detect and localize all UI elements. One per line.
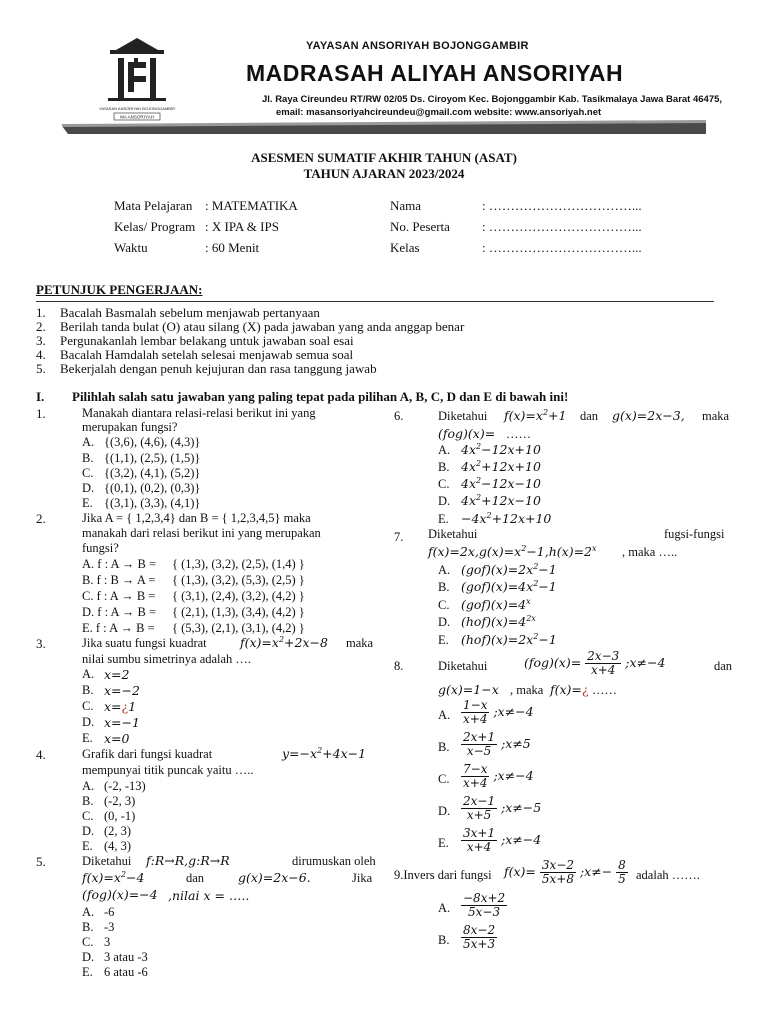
instruction-number: 4. bbox=[36, 347, 46, 362]
question-text: merupakan fungsi? bbox=[82, 420, 178, 434]
option-text-tail: 1 bbox=[128, 699, 137, 714]
function-expression: f(x)= $\frac{3x-2}{5x+8}$ ;x≠− $\frac{8}{5}$ bbox=[504, 858, 626, 887]
question-text: 9.Invers dari fungsi bbox=[394, 868, 492, 882]
foundation-name: YAYASAN ANSORIYAH BOJONGGAMBIR bbox=[306, 40, 529, 52]
option-label[interactable]: B. bbox=[438, 740, 450, 754]
option-text: (-2, 3) bbox=[104, 794, 136, 808]
question-text: fugsi-fungsi bbox=[664, 527, 725, 541]
option-text: 3 bbox=[104, 935, 111, 949]
subject-label: Mata Pelajaran bbox=[114, 198, 193, 213]
option-label[interactable]: C. bbox=[438, 772, 450, 786]
option-text: $(gof)(x)=4x^2-1$ bbox=[461, 579, 557, 595]
option-label[interactable]: C. bbox=[82, 935, 94, 949]
question-text: Diketahui bbox=[438, 409, 488, 423]
option-text: (4, 3) bbox=[104, 839, 132, 853]
function-expression: $f(x)=2x,g(x)=x^2-1,h(x)=2^x$ bbox=[428, 544, 597, 560]
question-text: ,nilai x = ….. bbox=[168, 888, 250, 903]
function-expression: (fog)(x)=−4 bbox=[82, 887, 158, 902]
class-label: Kelas/ Program bbox=[114, 219, 196, 234]
option-label[interactable]: A. bbox=[438, 708, 451, 722]
option-text: $\frac{2x+1}{x-5}$ ;x≠5 bbox=[463, 730, 531, 759]
option-label[interactable]: C. bbox=[82, 466, 94, 480]
option-label[interactable]: C. bbox=[82, 699, 94, 713]
option-text: 3 atau -3 bbox=[104, 950, 148, 964]
name-field[interactable]: : ……………………………... bbox=[482, 198, 642, 213]
question-text: dan bbox=[714, 659, 733, 673]
question-text: Diketahui bbox=[428, 527, 478, 541]
option-label[interactable]: E. bbox=[82, 839, 93, 853]
school-contact: email: masansoriyahcireundeu@gmail.com website: www.ansoriyah.net bbox=[276, 107, 602, 118]
option-label[interactable]: C. bbox=[438, 477, 450, 491]
question-text: Jika suatu fungsi kuadrat bbox=[82, 636, 207, 650]
subject-value: : MATEMATIKA bbox=[205, 198, 298, 213]
class-value: : X IPA & IPS bbox=[205, 219, 279, 234]
option-text: -6 bbox=[104, 905, 115, 919]
instruction-number: 2. bbox=[36, 319, 46, 334]
option-text: (2, 3) bbox=[104, 824, 132, 838]
instruction-number: 5. bbox=[36, 361, 46, 376]
option-text: {(0,1), (0,2), (0,3)} bbox=[104, 481, 201, 495]
option-label[interactable]: D. bbox=[438, 615, 451, 629]
option-label[interactable]: E. bbox=[82, 731, 93, 745]
option-text: $\frac{7-x}{x+4}$ ;x≠−4 bbox=[463, 762, 534, 791]
option-text: x=0 bbox=[104, 731, 130, 746]
option-text: $4x^2+12x-10$ bbox=[461, 493, 541, 509]
option-text: $\frac{3x+1}{x+4}$ ;x≠−4 bbox=[463, 826, 542, 855]
option-label[interactable]: E. bbox=[438, 633, 449, 647]
option-text bbox=[104, 699, 136, 714]
school-logo bbox=[96, 30, 178, 122]
question-text: , maka ….. bbox=[622, 545, 678, 559]
instruction-item: Berilah tanda bulat (O) atau silang (X) pada jawaban yang anda anggap benar bbox=[60, 319, 465, 334]
option-text: {(3,2), (4,1), (5,2)} bbox=[104, 466, 201, 480]
option-text: { (3,1), (2,4), (3,2), (4,2) } bbox=[172, 589, 305, 603]
instructions-heading: PETUNJUK PENGERJAAN: bbox=[36, 282, 203, 297]
option-label[interactable]: B. bbox=[82, 794, 94, 808]
option-label[interactable]: A. bbox=[82, 667, 95, 681]
option-label[interactable]: B. bbox=[438, 460, 450, 474]
question-text: Diketahui bbox=[82, 854, 132, 868]
question-text: adalah ……. bbox=[636, 868, 700, 882]
option-text: $\frac{8x-2}{5x+3}$ bbox=[463, 923, 496, 952]
question-text: dan bbox=[580, 409, 599, 423]
question-text: Diketahui bbox=[438, 659, 488, 673]
exam-title: ASESMEN SUMATIF AKHIR TAHUN (ASAT) bbox=[251, 150, 517, 165]
option-label[interactable]: A. bbox=[82, 905, 95, 919]
function-expression: (fog)(x)= bbox=[438, 426, 496, 441]
option-label[interactable]: D. bbox=[438, 494, 451, 508]
option-text: $4x^2+12x+10$ bbox=[461, 459, 541, 475]
option-label[interactable]: A. bbox=[82, 779, 95, 793]
time-value: : 60 Menit bbox=[205, 240, 260, 255]
option-text: x=−2 bbox=[104, 683, 140, 698]
option-label[interactable]: E. f : A → B = bbox=[82, 621, 155, 635]
header-divider-bar bbox=[62, 120, 706, 134]
question-text: nilai sumbu simetrinya adalah …. bbox=[82, 652, 252, 666]
option-text: {(3,1), (3,3), (4,1)} bbox=[104, 496, 201, 510]
instruction-item: Bekerjalah dengan penuh kejujuran dan rasa tanggung jawab bbox=[60, 361, 377, 376]
section-instruction: Pilihlah salah satu jawaban yang paling tepat pada pilihan A, B, C, D dan E di bawah ini! bbox=[72, 389, 569, 404]
option-label[interactable]: E. bbox=[82, 965, 93, 979]
question-number: 3. bbox=[36, 636, 46, 651]
function-expression: $f(x)=x^2+2x-8$ bbox=[240, 635, 328, 651]
option-label[interactable]: A. bbox=[438, 443, 451, 457]
option-label[interactable]: E. bbox=[82, 496, 93, 510]
option-label[interactable]: B. bbox=[438, 580, 450, 594]
option-label[interactable]: D. bbox=[82, 715, 95, 729]
option-text: $-4x^2+12x+10$ bbox=[461, 511, 552, 527]
option-text: (0, -1) bbox=[104, 809, 136, 823]
option-label[interactable]: C. bbox=[438, 598, 450, 612]
option-label[interactable]: D. bbox=[82, 481, 95, 495]
school-address: Jl. Raya Cireundeu RT/RW 02/05 Ds. Ciroyom Kec. Bojonggambir Kab. Tasikmalaya Jawa Barat 46475, bbox=[262, 94, 723, 105]
function-expression: f(x)=¿ bbox=[550, 682, 589, 697]
option-text: $\frac{-8x+2}{5x-3}$ bbox=[463, 891, 506, 920]
option-text: $(hof)(x)=2x^2-1$ bbox=[461, 632, 557, 648]
option-label[interactable]: B. bbox=[82, 451, 94, 465]
option-text: $(gof)(x)=4^x$ bbox=[461, 597, 531, 613]
question-text: dirumuskan oleh bbox=[292, 854, 376, 868]
option-label[interactable]: D. bbox=[438, 804, 451, 818]
option-label[interactable]: B. f : B → A = bbox=[82, 573, 156, 587]
option-label[interactable]: C. bbox=[82, 809, 94, 823]
option-text-symbol: ¿ bbox=[121, 699, 129, 714]
option-label[interactable]: E. bbox=[438, 836, 449, 850]
function-expression: g(x)=1−x bbox=[438, 682, 499, 697]
name-label: Nama bbox=[390, 198, 422, 213]
function-expression: f:R→R,g:R→R bbox=[146, 853, 230, 868]
question-text: …… bbox=[592, 683, 617, 697]
time-label: Waktu bbox=[114, 240, 148, 255]
option-label[interactable]: A. bbox=[82, 435, 95, 449]
question-number: 6. bbox=[394, 409, 404, 423]
function-expression: g(x)=2x−6. bbox=[238, 870, 311, 885]
option-text: (-2, -13) bbox=[104, 779, 146, 793]
option-label[interactable]: B. bbox=[82, 683, 94, 697]
option-text: $(hof)(x)=4^{2x}$ bbox=[461, 614, 536, 630]
question-number: 1. bbox=[36, 406, 46, 421]
question-text: maka bbox=[346, 636, 374, 650]
function-expression: (fog)(x)= $\frac{2x-3}{x+4}$ ;x≠−4 bbox=[524, 649, 666, 678]
option-text: x=−1 bbox=[104, 715, 140, 730]
option-label[interactable]: E. bbox=[438, 512, 449, 526]
option-label[interactable]: A. bbox=[438, 563, 451, 577]
participant-number-field[interactable]: : ……………………………... bbox=[482, 219, 642, 234]
option-text: $(gof)(x)=2x^2-1$ bbox=[461, 562, 557, 578]
logo-caption-1: YAYASAN ANSORIYAH BOJONGGAMBIR bbox=[99, 106, 175, 111]
question-text: …… bbox=[506, 427, 531, 441]
instruction-item: Bacalah Hamdalah setelah selesai menjawab semua soal bbox=[60, 347, 354, 362]
exam-year: TAHUN AJARAN 2023/2024 bbox=[303, 166, 465, 181]
option-label[interactable]: A. bbox=[438, 901, 451, 915]
question-number: 5. bbox=[36, 854, 46, 869]
option-text-main: x= bbox=[104, 699, 122, 714]
instruction-item: Bacalah Basmalah sebelum menjawab pertanyaan bbox=[60, 305, 320, 320]
question-text: manakah dari relasi berikut ini yang merupakan bbox=[82, 526, 321, 540]
logo-caption-2: MA ANSORIYAH bbox=[120, 114, 154, 120]
question-text: Manakah diantara relasi-relasi berikut ini yang bbox=[82, 406, 316, 420]
option-text: 6 atau -6 bbox=[104, 965, 148, 979]
function-expression: $f(x)=x^2-4$ bbox=[82, 870, 145, 886]
option-label[interactable]: D. bbox=[82, 950, 95, 964]
option-text: $\frac{2x-1}{x+5}$ ;x≠−5 bbox=[463, 794, 542, 823]
function-expression: $f(x)=x^2+1$ bbox=[504, 408, 567, 424]
question-text: Grafik dari fungsi kuadrat bbox=[82, 747, 213, 761]
function-expression: g(x)=2x−3, bbox=[612, 408, 685, 423]
kelas-label: Kelas bbox=[390, 240, 420, 255]
option-label[interactable]: A. f : A → B = bbox=[82, 557, 157, 571]
option-text: {(1,1), (2,5), (1,5)} bbox=[104, 451, 201, 465]
section-number: I. bbox=[36, 389, 45, 404]
option-label[interactable]: B. bbox=[438, 933, 450, 947]
instruction-item: Pergunakanlah lembar belakang untuk jawaban soal esai bbox=[60, 333, 354, 348]
option-text: $\frac{1-x}{x+4}$ ;x≠−4 bbox=[463, 698, 534, 727]
question-text: Jika bbox=[352, 871, 373, 885]
instruction-number: 1. bbox=[36, 305, 46, 320]
option-text: { (1,3), (3,2), (2,5), (1,4) } bbox=[172, 557, 305, 571]
option-text: { (1,3), (3,2), (5,3), (2,5) } bbox=[172, 573, 305, 587]
option-text: $4x^2-12x+10$ bbox=[461, 442, 541, 458]
option-text: { (5,3), (2,1), (3,1), (4,2) } bbox=[172, 621, 305, 635]
option-label[interactable]: B. bbox=[82, 920, 94, 934]
option-label[interactable]: D. f : A → B = bbox=[82, 605, 157, 619]
question-number: 8. bbox=[394, 659, 404, 673]
question-number: 4. bbox=[36, 747, 46, 762]
instructions-divider bbox=[36, 301, 714, 302]
option-text: $4x^2-12x-10$ bbox=[461, 476, 541, 492]
question-text: , maka bbox=[510, 683, 544, 697]
question-text: dan bbox=[186, 871, 205, 885]
kelas-field[interactable]: : ……………………………... bbox=[482, 240, 642, 255]
instruction-number: 3. bbox=[36, 333, 46, 348]
option-text: x=2 bbox=[104, 667, 130, 682]
school-name: MADRASAH ALIYAH ANSORIYAH bbox=[246, 60, 624, 86]
option-text: {(3,6), (4,6), (4,3)} bbox=[104, 435, 201, 449]
function-expression: $y=-x^2+4x-1$ bbox=[282, 746, 367, 762]
question-text: Jika A = { 1,2,3,4} dan B = { 1,2,3,4,5} maka bbox=[82, 511, 311, 525]
question-text: mempunyai titik puncak yaitu ….. bbox=[82, 763, 254, 777]
question-number: 2. bbox=[36, 511, 46, 526]
option-text: { (2,1), (1,3), (3,4), (4,2) } bbox=[172, 605, 305, 619]
participant-number-label: No. Peserta bbox=[390, 219, 450, 234]
option-label[interactable]: C. f : A → B = bbox=[82, 589, 156, 603]
option-text: -3 bbox=[104, 920, 115, 934]
question-text: fungsi? bbox=[82, 541, 119, 555]
option-label[interactable]: D. bbox=[82, 824, 95, 838]
question-text: maka bbox=[702, 409, 730, 423]
question-number: 7. bbox=[394, 530, 404, 544]
